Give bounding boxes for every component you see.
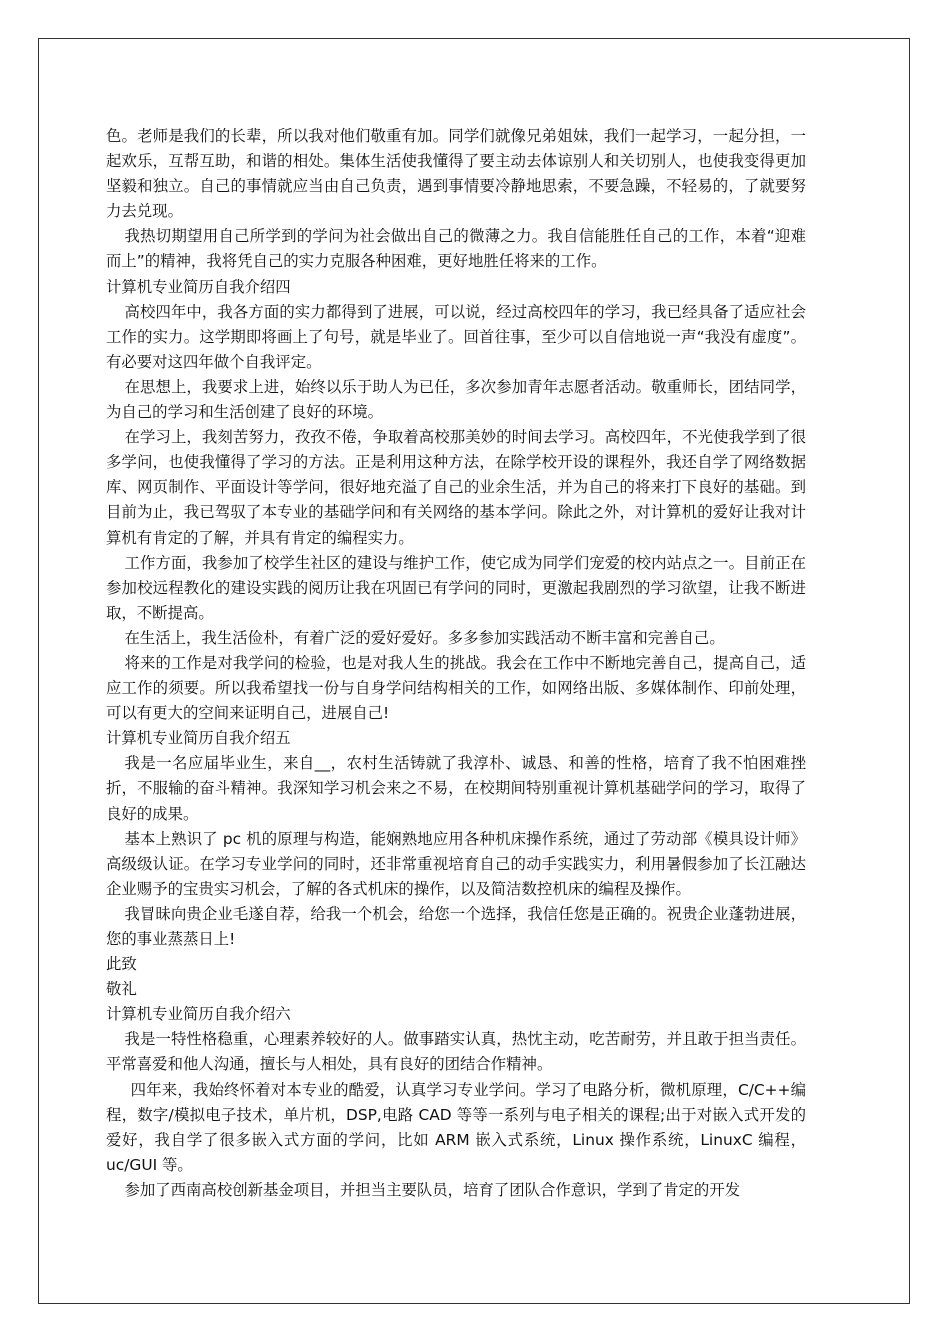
paragraph: 参加了西南高校创新基金项目，并担当主要队员，培育了团队合作意识，学到了肯定的开发 [124,1180,741,1199]
document-body [106,124,806,1203]
paragraph: 基本上熟识了 pc 机的原理与构造，能娴熟地应用各种机床操作系统，通过了劳动部《模具设计师》高级级认证。在学习专业学问的同时，还非常重视培育自己的动手实践实力，利用暑假参加了长江融达企业赐予的宝贵实习机会，了解的各式机床的操作，以及简洁数控机床的编程及操作。 [106,829,806,898]
paragraph: 四年来，我始终怀着对本专业的酷爱，认真学习专业学问。学习了电路分析，微机原理，C/C++编程，数字/模拟电子技术，单片机，DSP,电路 CAD 等等一系列与电子相关的课程;出于对嵌入式开发的爱好，我自学了很多嵌入式方面的学问，比如 ARM 嵌入式系统，Linux 操作系统，LinuxC 编程，uc/GUI 等。 [106,1080,806,1174]
closing-line: 此致 [106,955,137,974]
paragraph: 色。老师是我们的长辈，所以我对他们敬重有加。同学们就像兄弟姐妹，我们一起学习，一起分担，一起欢乐，互帮互助，和谐的相处。集体生活使我懂得了要主动去体谅别人和关切别人，也使我变得更加坚毅和独立。自己的事情就应当由自己负责，遇到事情要冷静地思索，不要急躁，不轻易的，了就要努力去兑现。 [106,127,806,221]
section-heading: 计算机专业简历自我介绍五 [106,729,291,748]
paragraph: 将来的工作是对我学问的检验，也是对我人生的挑战。我会在工作中不断地完善自己，提高自己，适应工作的须要。所以我希望找一份与自身学问结构相关的工作，如网络出版、多媒体制作、印前处理，可以有更大的空间来证明自己，进展自己! [106,653,806,723]
paragraph: 高校四年中，我各方面的实力都得到了进展，可以说，经过高校四年的学习，我已经具备了适应社会工作的实力。这学期即将画上了句号，就是毕业了。回首往事，至少可以自信地说一声“我没有虚度”。有必要对这四年做个自我评定。 [106,302,806,371]
paragraph: 在思想上，我要求上进，始终以乐于助人为已任，多次参加青年志愿者活动。敬重师长，团结同学，为自己的学习和生活创建了良好的环境。 [106,377,806,422]
paragraph: 在学习上，我刻苦努力，孜孜不倦，争取着高校那美妙的时间去学习。高校四年，不光使我学到了很多学问，也使我懂得了学习的方法。正是利用这种方法，在除学校开设的课程外，我还自学了网络数据库、网页制作、平面设计等学问，很好地充溢了自己的业余生活，并为自己的将来打下良好的基础。到目前为止，我已驾驭了本专业的基础学问和有关网络的基本学问。除此之外，对计算机的爱好让我对计算机有肯定的了解，并具有肯定的编程实力。 [106,428,806,547]
paragraph: 我热切期望用自己所学到的学问为社会做出自己的微薄之力。我自信能胜任自己的工作，本着“迎难而上”的精神，我将凭自己的实力克服各种困难，更好地胜任将来的工作。 [106,227,806,271]
paragraph: 我是一名应届毕业生，来自__，农村生活铸就了我淳朴、诚恳、和善的性格，培育了我不怕困难挫折，不服输的奋斗精神。我深知学习机会来之不易，在校期间特别重视计算机基础学问的学习，取得了良好的成果。 [106,754,806,823]
closing-line: 敬礼 [106,980,137,999]
paragraph: 在生活上，我生活俭朴，有着广泛的爱好爱好。多多参加实践活动不断丰富和完善自己。 [124,628,725,647]
paragraph: 我是一特性格稳重，心理素养较好的人。做事踏实认真，热忱主动，吃苦耐劳，并且敢于担当责任。平常喜爱和他人沟通，擅长与人相处，具有良好的团结合作精神。 [106,1030,806,1074]
paragraph: 工作方面，我参加了校学生社区的建设与维护工作，使它成为同学们宠爱的校内站点之一。目前正在参加校远程教化的建设实践的阅历让我在巩固已有学问的同时，更激起我剧烈的学习欲望，让我不断进取，不断提高。 [106,553,806,622]
section-heading: 计算机专业简历自我介绍四 [106,277,291,296]
section-heading: 计算机专业简历自我介绍六 [106,1005,291,1024]
paragraph: 我冒昧向贵企业毛遂自荐，给我一个机会，给您一个选择，我信任您是正确的。祝贵企业蓬勃进展，您的事业蒸蒸日上! [106,904,806,948]
